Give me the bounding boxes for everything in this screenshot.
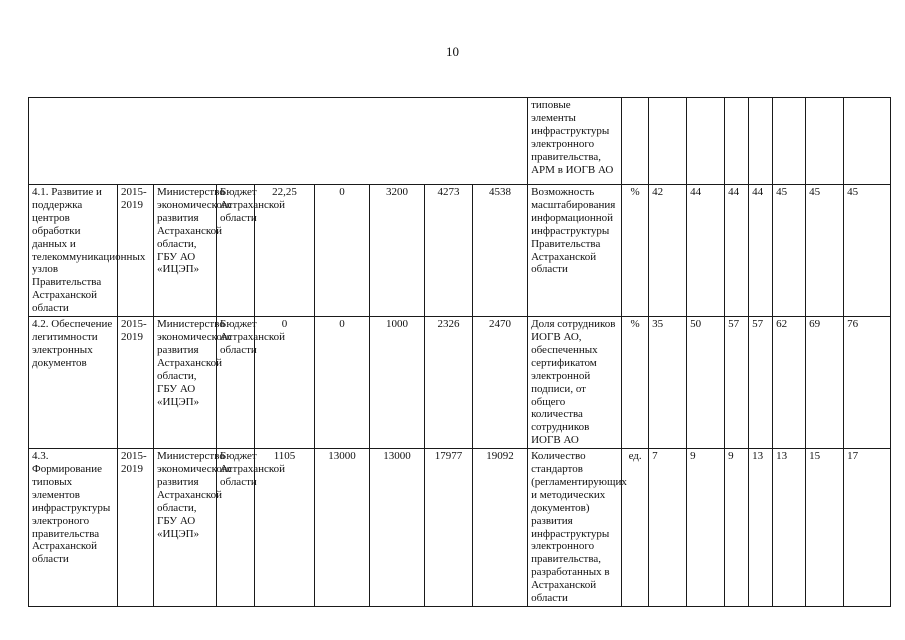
funds-cell: 3200 <box>370 185 425 317</box>
indicator-cell: Доля сотрудников ИОГВ АО, обеспеченных сертификатом электронной подписи, от общего количества сотрудников ИОГВ АО <box>528 317 622 449</box>
value-cell: 44 <box>725 185 749 317</box>
value-cell: 13 <box>773 449 806 607</box>
period-cell: 2015- 2019 <box>118 185 154 317</box>
continuation-row <box>29 98 891 185</box>
funds-cell: 1105 <box>255 449 315 607</box>
value-cell: 9 <box>725 449 749 607</box>
table-row <box>29 449 891 607</box>
value-cell: 15 <box>806 449 844 607</box>
funds-cell: 13000 <box>370 449 425 607</box>
value-cell: 69 <box>806 317 844 449</box>
funds-cell: 17977 <box>425 449 473 607</box>
unit-cell <box>622 98 649 185</box>
value-cell: 50 <box>687 317 725 449</box>
funds-cell: 4273 <box>425 185 473 317</box>
unit-cell: % <box>622 317 649 449</box>
unit-cell: % <box>622 185 649 317</box>
value-cell <box>806 98 844 185</box>
value-cell: 42 <box>649 185 687 317</box>
value-cell: 9 <box>687 449 725 607</box>
value-cell <box>725 98 749 185</box>
value-cell: 57 <box>749 317 773 449</box>
value-cell <box>773 98 806 185</box>
value-cell: 7 <box>649 449 687 607</box>
executor-cell: Министерство экономического развития Астраханской области, ГБУ АО «ИЦЭП» <box>154 185 217 317</box>
unit-cell: ед. <box>622 449 649 607</box>
value-cell: 45 <box>844 185 891 317</box>
indicator-cell: типовые элементы инфраструктуры электронного правительства, АРМ в ИОГВ АО <box>528 98 622 185</box>
value-cell: 76 <box>844 317 891 449</box>
value-cell: 17 <box>844 449 891 607</box>
indicator-cell: Возможность масштабирования информационной инфраструктуры Правительства Астраханской области <box>528 185 622 317</box>
funds-cell: 13000 <box>315 449 370 607</box>
source-cell: Бюджет Астраханской области <box>217 449 255 607</box>
period-cell: 2015- 2019 <box>118 317 154 449</box>
program-table <box>28 97 891 607</box>
source-cell: Бюджет Астраханской области <box>217 317 255 449</box>
indicator-cell: Количество стандартов (регламентирующих и методических документов) развития инфраструктуры электронного правительства, разработанных в Астраханской области <box>528 449 622 607</box>
funds-cell: 22,25 <box>255 185 315 317</box>
value-cell: 62 <box>773 317 806 449</box>
funds-cell: 4538 <box>473 185 528 317</box>
table-row <box>29 317 891 449</box>
value-cell <box>687 98 725 185</box>
value-cell: 45 <box>806 185 844 317</box>
table-row <box>29 185 891 317</box>
funds-cell: 19092 <box>473 449 528 607</box>
funds-cell: 2326 <box>425 317 473 449</box>
page-number: 10 <box>446 44 459 59</box>
executor-cell: Министерство экономического развития Астраханской области, ГБУ АО «ИЦЭП» <box>154 317 217 449</box>
source-cell: Бюджет Астраханской области <box>217 185 255 317</box>
activity-cell: 4.3. Формирование типовых элементов инфраструктуры электроного правительства Астраханской области <box>29 449 118 607</box>
funds-cell: 0 <box>315 185 370 317</box>
value-cell <box>749 98 773 185</box>
value-cell: 45 <box>773 185 806 317</box>
value-cell <box>649 98 687 185</box>
funds-cell: 0 <box>315 317 370 449</box>
activity-cell: 4.2. Обеспечение легитимности электронных документов <box>29 317 118 449</box>
value-cell: 35 <box>649 317 687 449</box>
value-cell: 44 <box>749 185 773 317</box>
value-cell: 13 <box>749 449 773 607</box>
value-cell: 57 <box>725 317 749 449</box>
executor-cell: Министерство экономического развития Астраханской области, ГБУ АО «ИЦЭП» <box>154 449 217 607</box>
funds-cell: 0 <box>255 317 315 449</box>
value-cell <box>844 98 891 185</box>
funds-cell: 2470 <box>473 317 528 449</box>
activity-cell: 4.1. Развитие и поддержка центров обработки данных и телекоммуникационных узлов Правительства Астраханской области <box>29 185 118 317</box>
continuation-empty-cell <box>29 98 528 185</box>
funds-cell: 1000 <box>370 317 425 449</box>
period-cell: 2015- 2019 <box>118 449 154 607</box>
value-cell: 44 <box>687 185 725 317</box>
